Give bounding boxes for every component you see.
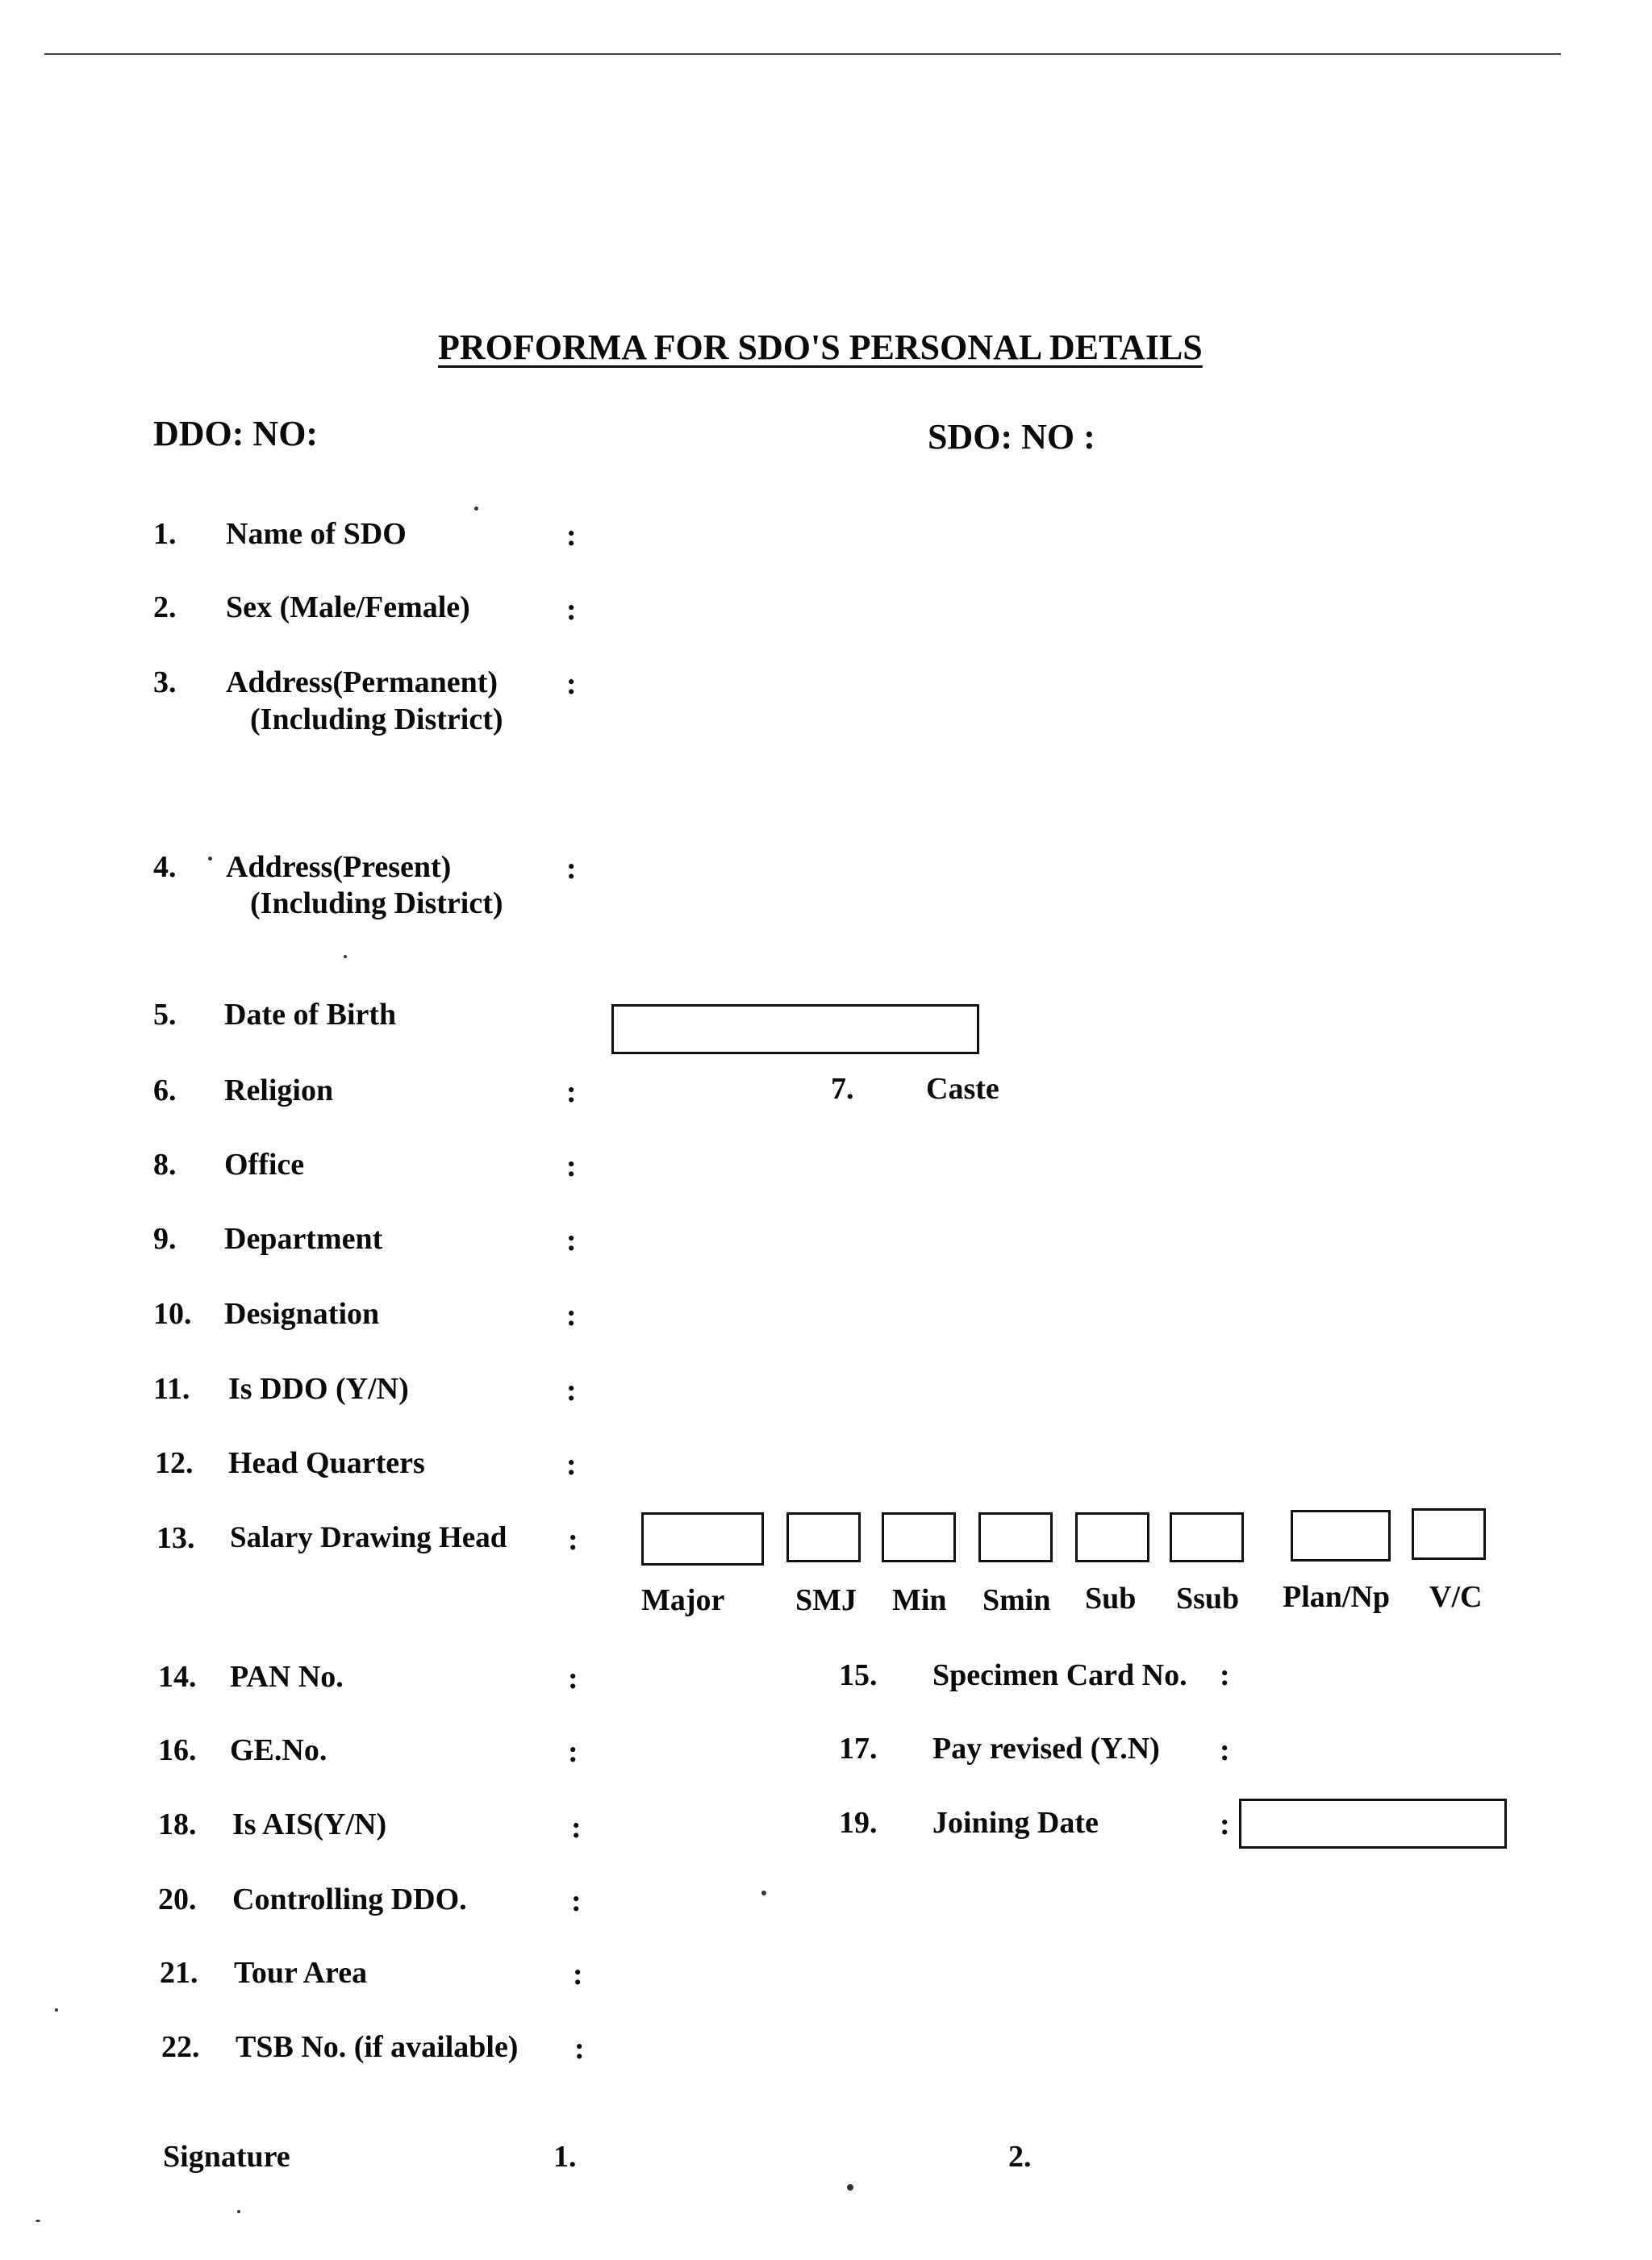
scan-speck [847,2184,853,2191]
salary-head-label: SMJ [795,1583,857,1617]
salary-head-label: Smin [982,1583,1051,1617]
field-colon: : [568,1662,578,1695]
field-label-office: Office [224,1148,305,1182]
field-colon: : [1220,1808,1230,1841]
field-colon: : [566,852,577,886]
salary-head-label: Min [892,1583,947,1617]
scan-speck [55,2008,58,2012]
field-colon: : [566,1448,577,1482]
salary-head-major-box[interactable] [641,1512,764,1566]
field-number: 12. [155,1446,194,1480]
field-number: 22. [161,2030,200,2064]
scan-speck [208,857,212,861]
field-colon: : [566,1374,577,1407]
field-label-salary-drawing-head: Salary Drawing Head [230,1521,507,1554]
field-number: 4. [153,850,177,884]
signature-slot-1: 1. [553,2140,577,2174]
field-colon: : [574,2032,585,2066]
field-label-joining-date: Joining Date [932,1806,1099,1840]
scan-speck [474,507,478,511]
signature-label: Signature [163,2140,290,2174]
field-label-controlling-ddo: Controlling DDO. [232,1883,467,1916]
field-colon: : [571,1811,582,1845]
field-colon: : [566,593,577,627]
field-label-address-permanent: Address(Permanent) [226,665,499,699]
ddo-no-label: DDO: NO: [153,414,319,453]
salary-head-label: V/C [1429,1580,1483,1614]
field-colon: : [566,1224,577,1257]
field-number: 9. [153,1222,177,1256]
scan-speck [35,2220,40,2222]
field-number: 5. [153,998,177,1032]
field-number: 17. [839,1732,878,1766]
signature-slot-2: 2. [1008,2140,1032,2174]
salary-head-label: Major [641,1583,725,1617]
field-label-specimen-card-no: Specimen Card No. [932,1658,1187,1692]
field-number: 6. [153,1074,177,1107]
field-label-including-district: (Including District) [250,886,503,920]
scan-speck [761,1891,766,1895]
field-label-address-present: Address(Present) [226,850,452,884]
field-number: 2. [153,590,177,624]
field-label-pan-no: PAN No. [230,1660,344,1694]
salary-head-sub-box[interactable] [1075,1512,1149,1562]
salary-head-ssub-box[interactable] [1170,1512,1244,1562]
field-number: 18. [158,1808,197,1841]
salary-head-smin-box[interactable] [978,1512,1053,1562]
scan-speck [237,2210,240,2213]
top-rule [44,53,1561,55]
salary-head-plan-np-box[interactable] [1291,1510,1391,1562]
field-number: 21. [160,1956,198,1990]
field-label-department: Department [224,1222,383,1256]
salary-head-label: Plan/Np [1283,1580,1391,1614]
field-label-head-quarters: Head Quarters [228,1446,425,1480]
field-colon: : [1220,1733,1230,1767]
field-label-sex: Sex (Male/Female) [226,590,470,624]
salary-head-vc-box[interactable] [1412,1508,1486,1560]
field-colon: : [566,667,577,701]
field-colon: : [566,1149,577,1183]
field-label-is-ais: Is AIS(Y/N) [232,1808,387,1841]
field-number: 15. [839,1658,878,1692]
field-colon: : [568,1523,578,1557]
field-label-including-district: (Including District) [250,703,503,736]
sdo-no-label: SDO: NO : [928,417,1095,457]
salary-head-min-box[interactable] [882,1512,956,1562]
salary-head-label: Ssub [1176,1582,1240,1616]
field-label-caste: Caste [926,1072,999,1106]
field-colon: : [566,1075,577,1109]
field-number: 8. [153,1148,177,1182]
field-label-religion: Religion [224,1074,334,1107]
field-colon: : [571,1884,582,1918]
field-colon: : [566,1299,577,1332]
field-label-name: Name of SDO [226,517,407,551]
field-label-is-ddo: Is DDO (Y/N) [228,1372,409,1406]
field-label-tour-area: Tour Area [234,1956,368,1990]
field-colon: : [1220,1658,1230,1692]
field-number: 10. [153,1297,192,1331]
field-label-pay-revised: Pay revised (Y.N) [932,1732,1160,1766]
field-colon: : [566,519,577,552]
field-number: 11. [153,1372,190,1406]
field-label-ge-no: GE.No. [230,1733,327,1767]
scan-speck [344,955,347,958]
field-number: 20. [158,1883,197,1916]
field-number: 13. [156,1521,195,1555]
field-colon: : [573,1958,583,1991]
page-title: PROFORMA FOR SDO'S PERSONAL DETAILS [438,327,1203,367]
field-number: 7. [831,1072,854,1106]
field-number: 14. [158,1660,197,1694]
joining-date-box[interactable] [1239,1799,1507,1849]
field-label-tsb-no: TSB No. (if available) [236,2030,519,2064]
date-of-birth-box[interactable] [611,1004,979,1054]
salary-head-label: Sub [1085,1582,1137,1616]
field-number: 16. [158,1733,197,1767]
field-label-designation: Designation [224,1297,380,1331]
field-label-date-of-birth: Date of Birth [224,998,397,1032]
field-number: 1. [153,517,177,551]
field-number: 19. [839,1806,878,1840]
salary-head-smj-box[interactable] [786,1512,861,1562]
field-number: 3. [153,665,177,699]
field-colon: : [568,1735,578,1769]
